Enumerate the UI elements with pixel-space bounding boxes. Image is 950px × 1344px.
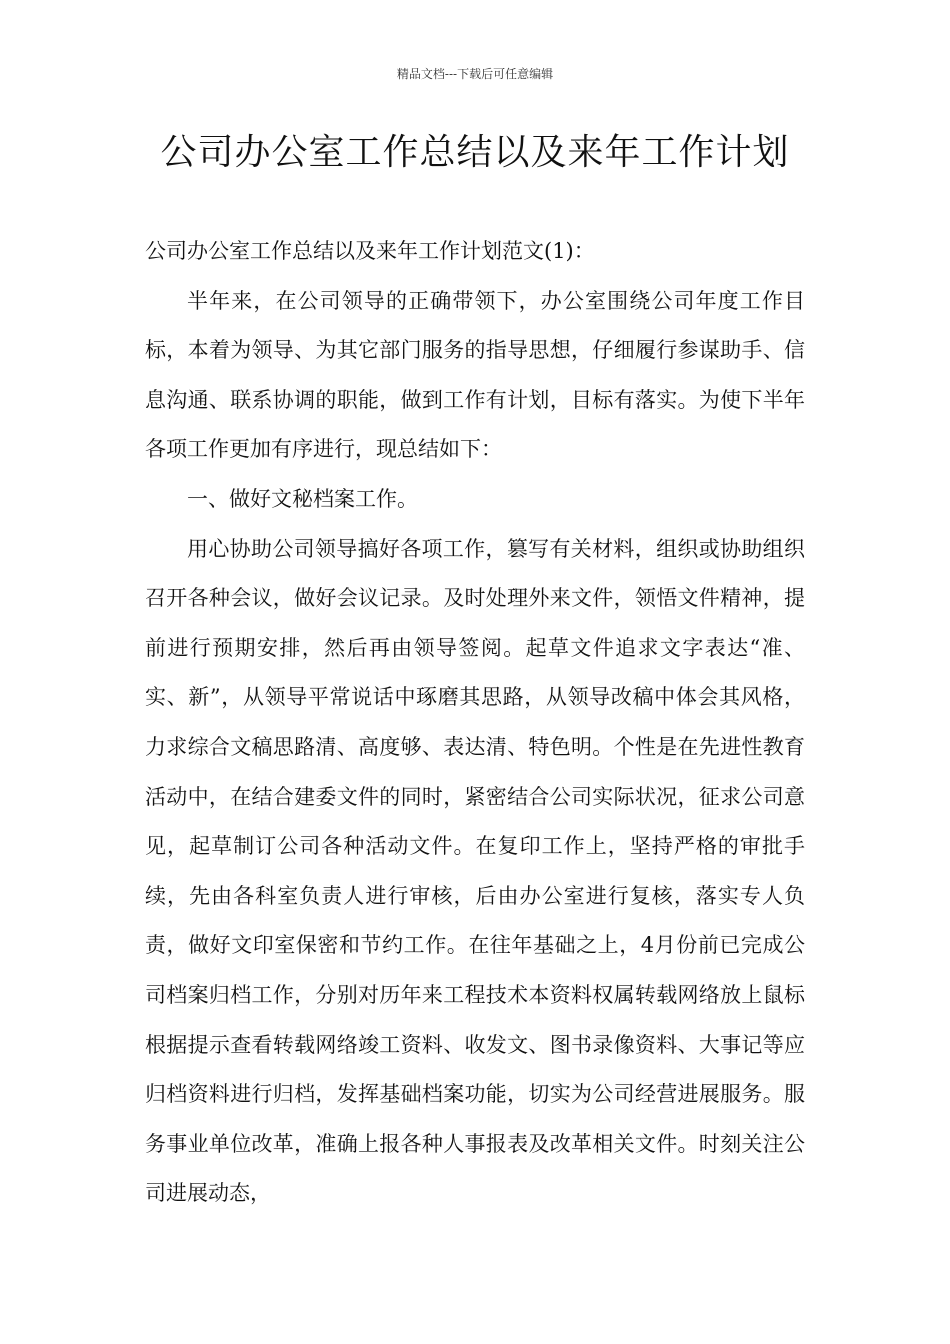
document-subtitle: 公司办公室工作总结以及来年工作计划范文(1)： [145,239,595,263]
section-heading: 一、做好文秘档案工作。 [187,486,418,511]
header-note: 精品文档---下载后可任意编辑 [396,67,554,81]
document-title: 公司办公室工作总结以及来年工作计划 [160,132,790,173]
paragraph-body: 用心协助公司领导搞好各项工作，篡写有关材料，组织或协助组织召开各种会议，做好会议记录。及时处理外来文件，领悟文件精神，提前进行预期安排，然后再由领导签阅。起草文件追求文字表达“准、实、新”，从领导平常说话中琢磨其思路，从领导改稿中体会其风格，力求综合文稿思路清、高度够、表达清、特色明。个性是在先进性教育活动中，在结合建委文件的同时，紧密结合公司实际状况，征求公司意见，起草制订公司各种活动文件。在复印工作上，坚持严格的审批手续，先由各科室负责人进行审核，后由办公室进行复核，落实专人负责，做好文印室保密和节约工作。在往年基础之上，4月份前已完成公司档案归档工作，分别对历年来工程技术本资料权属转载网络放上鼠标根据提示查看转载网络竣工资料、收发文、图书录像资料、大事记等应归档资料进行归档，发挥基础档案功能，切实为公司经营进展服务。服务事业单位改革，准确上报各种人事报表及改革相关文件。时刻关注公司进展动态， [145,536,805,1206]
paragraph-intro: 半年来，在公司领导的正确带领下，办公室围绕公司年度工作目标，本着为领导、为其它部门服务的指导思想，仔细履行参谋助手、信息沟通、联系协调的职能，做到工作有计划，目标有落实。为使下半年各项工作更加有序进行，现总结如下： [145,288,805,462]
document-body [145,227,805,1219]
